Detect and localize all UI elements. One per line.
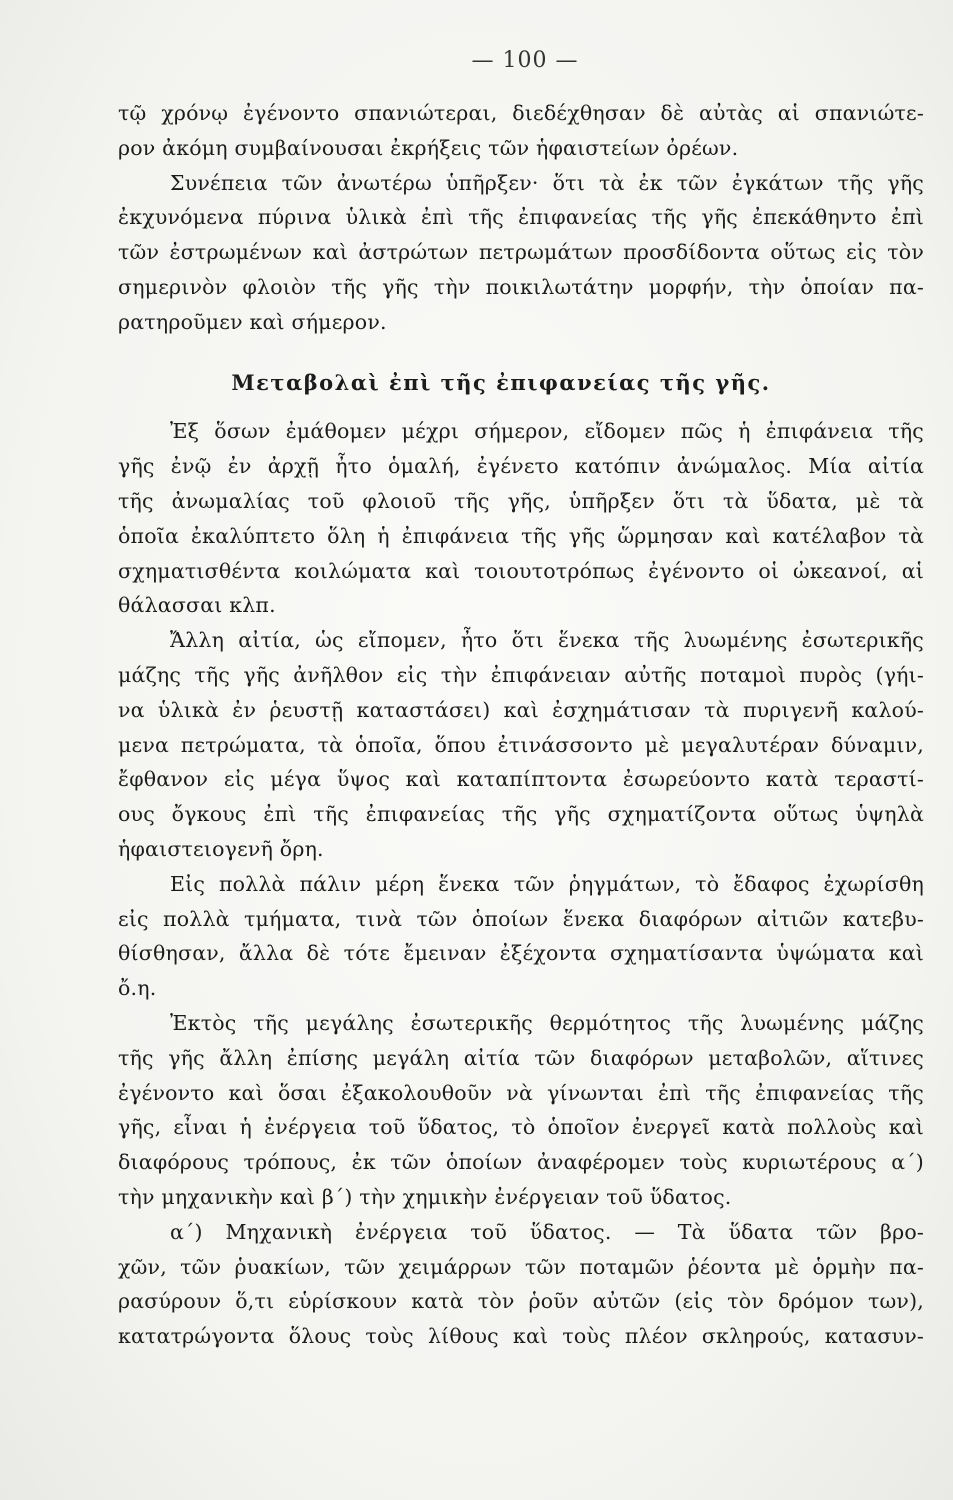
text-line: μάζης τῆς γῆς ἀνῆλθον εἰς τὴν ἐπιφάνειαν αὐτῆς ποταμοὶ πυρὸς (γήι-	[118, 662, 924, 687]
text-line: τῆς γῆς ἄλλη ἐπίσης μεγάλη αἰτία τῶν διαφόρων μεταβολῶν, αἵτινες	[118, 1045, 924, 1070]
page-number: — 100 —	[471, 48, 579, 73]
text-line: γῆς, εἶναι ἡ ἐνέργεια τοῦ ὕδατος, τὸ ὁποῖον ἐνεργεῖ κατὰ πολλοὺς καὶ	[118, 1115, 924, 1140]
text-line: Εἰς πολλὰ πάλιν μέρη ἕνεκα τῶν ῥηγμάτων, τὸ ἔδαφος ἐχωρίσθη	[170, 871, 924, 896]
text-line: θάλασσαι κλπ.	[118, 593, 276, 618]
text-line: ἐγένοντο καὶ ὅσαι ἐξακολουθοῦν νὰ γίνωνται ἐπὶ τῆς ἐπιφανείας τῆς	[118, 1080, 924, 1105]
text-line: ὁποῖα ἐκαλύπτετο ὅλη ἡ ἐπιφάνεια τῆς γῆς ὥρμησαν καὶ κατέλαβον τὰ	[118, 523, 924, 548]
text-line: γῆς ἐνῷ ἐν ἀρχῇ ἦτο ὁμαλή, ἐγένετο κατόπιν ἀνώμαλος. Μία αἰτία	[118, 454, 924, 479]
text-line: σχηματισθέντα κοιλώματα καὶ τοιουτοτρόπως ἐγένοντο οἱ ὠκεανοί, αἱ	[118, 558, 924, 583]
text-line: ἡφαιστειογενῆ ὄρη.	[118, 836, 324, 861]
text-line: τῶν ἐστρωμένων καὶ ἀστρώτων πετρωμάτων προσδίδοντα οὕτως εἰς τὸν	[118, 240, 924, 265]
text-line: Ἐκτὸς τῆς μεγάλης ἐσωτερικῆς θερμότητος τῆς λυωμένης μάζης	[170, 1010, 924, 1035]
text-line: μενα πετρώματα, τὰ ὁποῖα, ὅπου ἐτινάσσοντο μὲ μεγαλυτέραν δύναμιν,	[118, 732, 924, 757]
text-line: να ὑλικὰ ἐν ῥευστῇ καταστάσει) καὶ ἐσχημάτισαν τὰ πυριγενῆ καλού-	[118, 697, 924, 722]
text-line: σημερινὸν φλοιὸν τῆς γῆς τὴν ποικιλωτάτην μορφήν, τὴν ὁποίαν πα-	[118, 274, 924, 299]
text-line: διαφόρους τρόπους, ἐκ τῶν ὁποίων ἀναφέρομεν τοὺς κυριωτέρους α΄)	[118, 1150, 924, 1175]
text-line: ους ὄγκους ἐπὶ τῆς ἐπιφανείας τῆς γῆς σχηματίζοντα οὕτως ὑψηλὰ	[118, 802, 924, 827]
text-line: α΄) Μηχανικὴ ἐνέργεια τοῦ ὕδατος. — Τὰ ὕδατα τῶν βρο-	[170, 1219, 924, 1244]
text-line: ρατηροῦμεν καὶ σήμερον.	[118, 309, 387, 334]
text-line: κατατρώγοντα ὅλους τοὺς λίθους καὶ τοὺς πλέον σκληρούς, κατασυν-	[118, 1324, 924, 1349]
text-line: ρον ἀκόμη συμβαίνουσαι ἐκρήξεις τῶν ἡφαιστείων ὀρέων.	[118, 135, 739, 160]
text-line: Ἐξ ὅσων ἐμάθομεν μέχρι σήμερον, εἴδομεν πῶς ἡ ἐπιφάνεια τῆς	[170, 419, 924, 444]
text-line: τῆς ἀνωμαλίας τοῦ φλοιοῦ τῆς γῆς, ὑπῆρξεν ὅτι τὰ ὕδατα, μὲ τὰ	[118, 488, 924, 513]
text-line: ὄ.η.	[118, 976, 157, 1001]
text-line: ἔφθανον εἰς μέγα ὕψος καὶ καταπίπτοντα ἐσωρεύοντο κατὰ τεραστί-	[118, 767, 924, 792]
text-line: τῷ χρόνῳ ἐγένοντο σπανιώτεραι, διεδέχθησαν δὲ αὐτὰς αἱ σπανιώτε-	[118, 101, 924, 125]
text-line: θίσθησαν, ἄλλα δὲ τότε ἔμειναν ἐξέχοντα σχηματίσαντα ὑψώματα καὶ	[118, 941, 924, 966]
text-line: τὴν μηχανικὴν καὶ β΄) τὴν χημικὴν ἐνέργειαν τοῦ ὕδατος.	[118, 1184, 732, 1209]
body-text	[118, 96, 924, 1354]
text-line: εἰς πολλὰ τμήματα, τινὰ τῶν ὁποίων ἕνεκα διαφόρων αἰτιῶν κατεβυ-	[118, 906, 924, 931]
text-line: ρασύρουν ὅ,τι εὑρίσκουν κατὰ τὸν ῥοῦν αὐτῶν (εἰς τὸν δρόμον των),	[118, 1289, 924, 1314]
text-line: χῶν, τῶν ῥυακίων, τῶν χειμάρρων τῶν ποταμῶν ῥέοντα μὲ ὁρμὴν πα-	[118, 1254, 924, 1279]
section-heading: Μεταβολαὶ ἐπὶ τῆς ἐπιφανείας τῆς γῆς.	[231, 369, 771, 395]
text-line: Συνέπεια τῶν ἀνωτέρω ὑπῆρξεν· ὅτι τὰ ἐκ τῶν ἐγκάτων τῆς γῆς	[170, 170, 924, 195]
text-line: ἐκχυνόμενα πύρινα ὑλικὰ ἐπὶ τῆς ἐπιφανείας τῆς γῆς ἐπεκάθηντο ἐπὶ	[118, 205, 924, 230]
text-line: Ἄλλη αἰτία, ὡς εἴπομεν, ἦτο ὅτι ἕνεκα τῆς λυωμένης ἐσωτερικῆς	[170, 628, 924, 653]
